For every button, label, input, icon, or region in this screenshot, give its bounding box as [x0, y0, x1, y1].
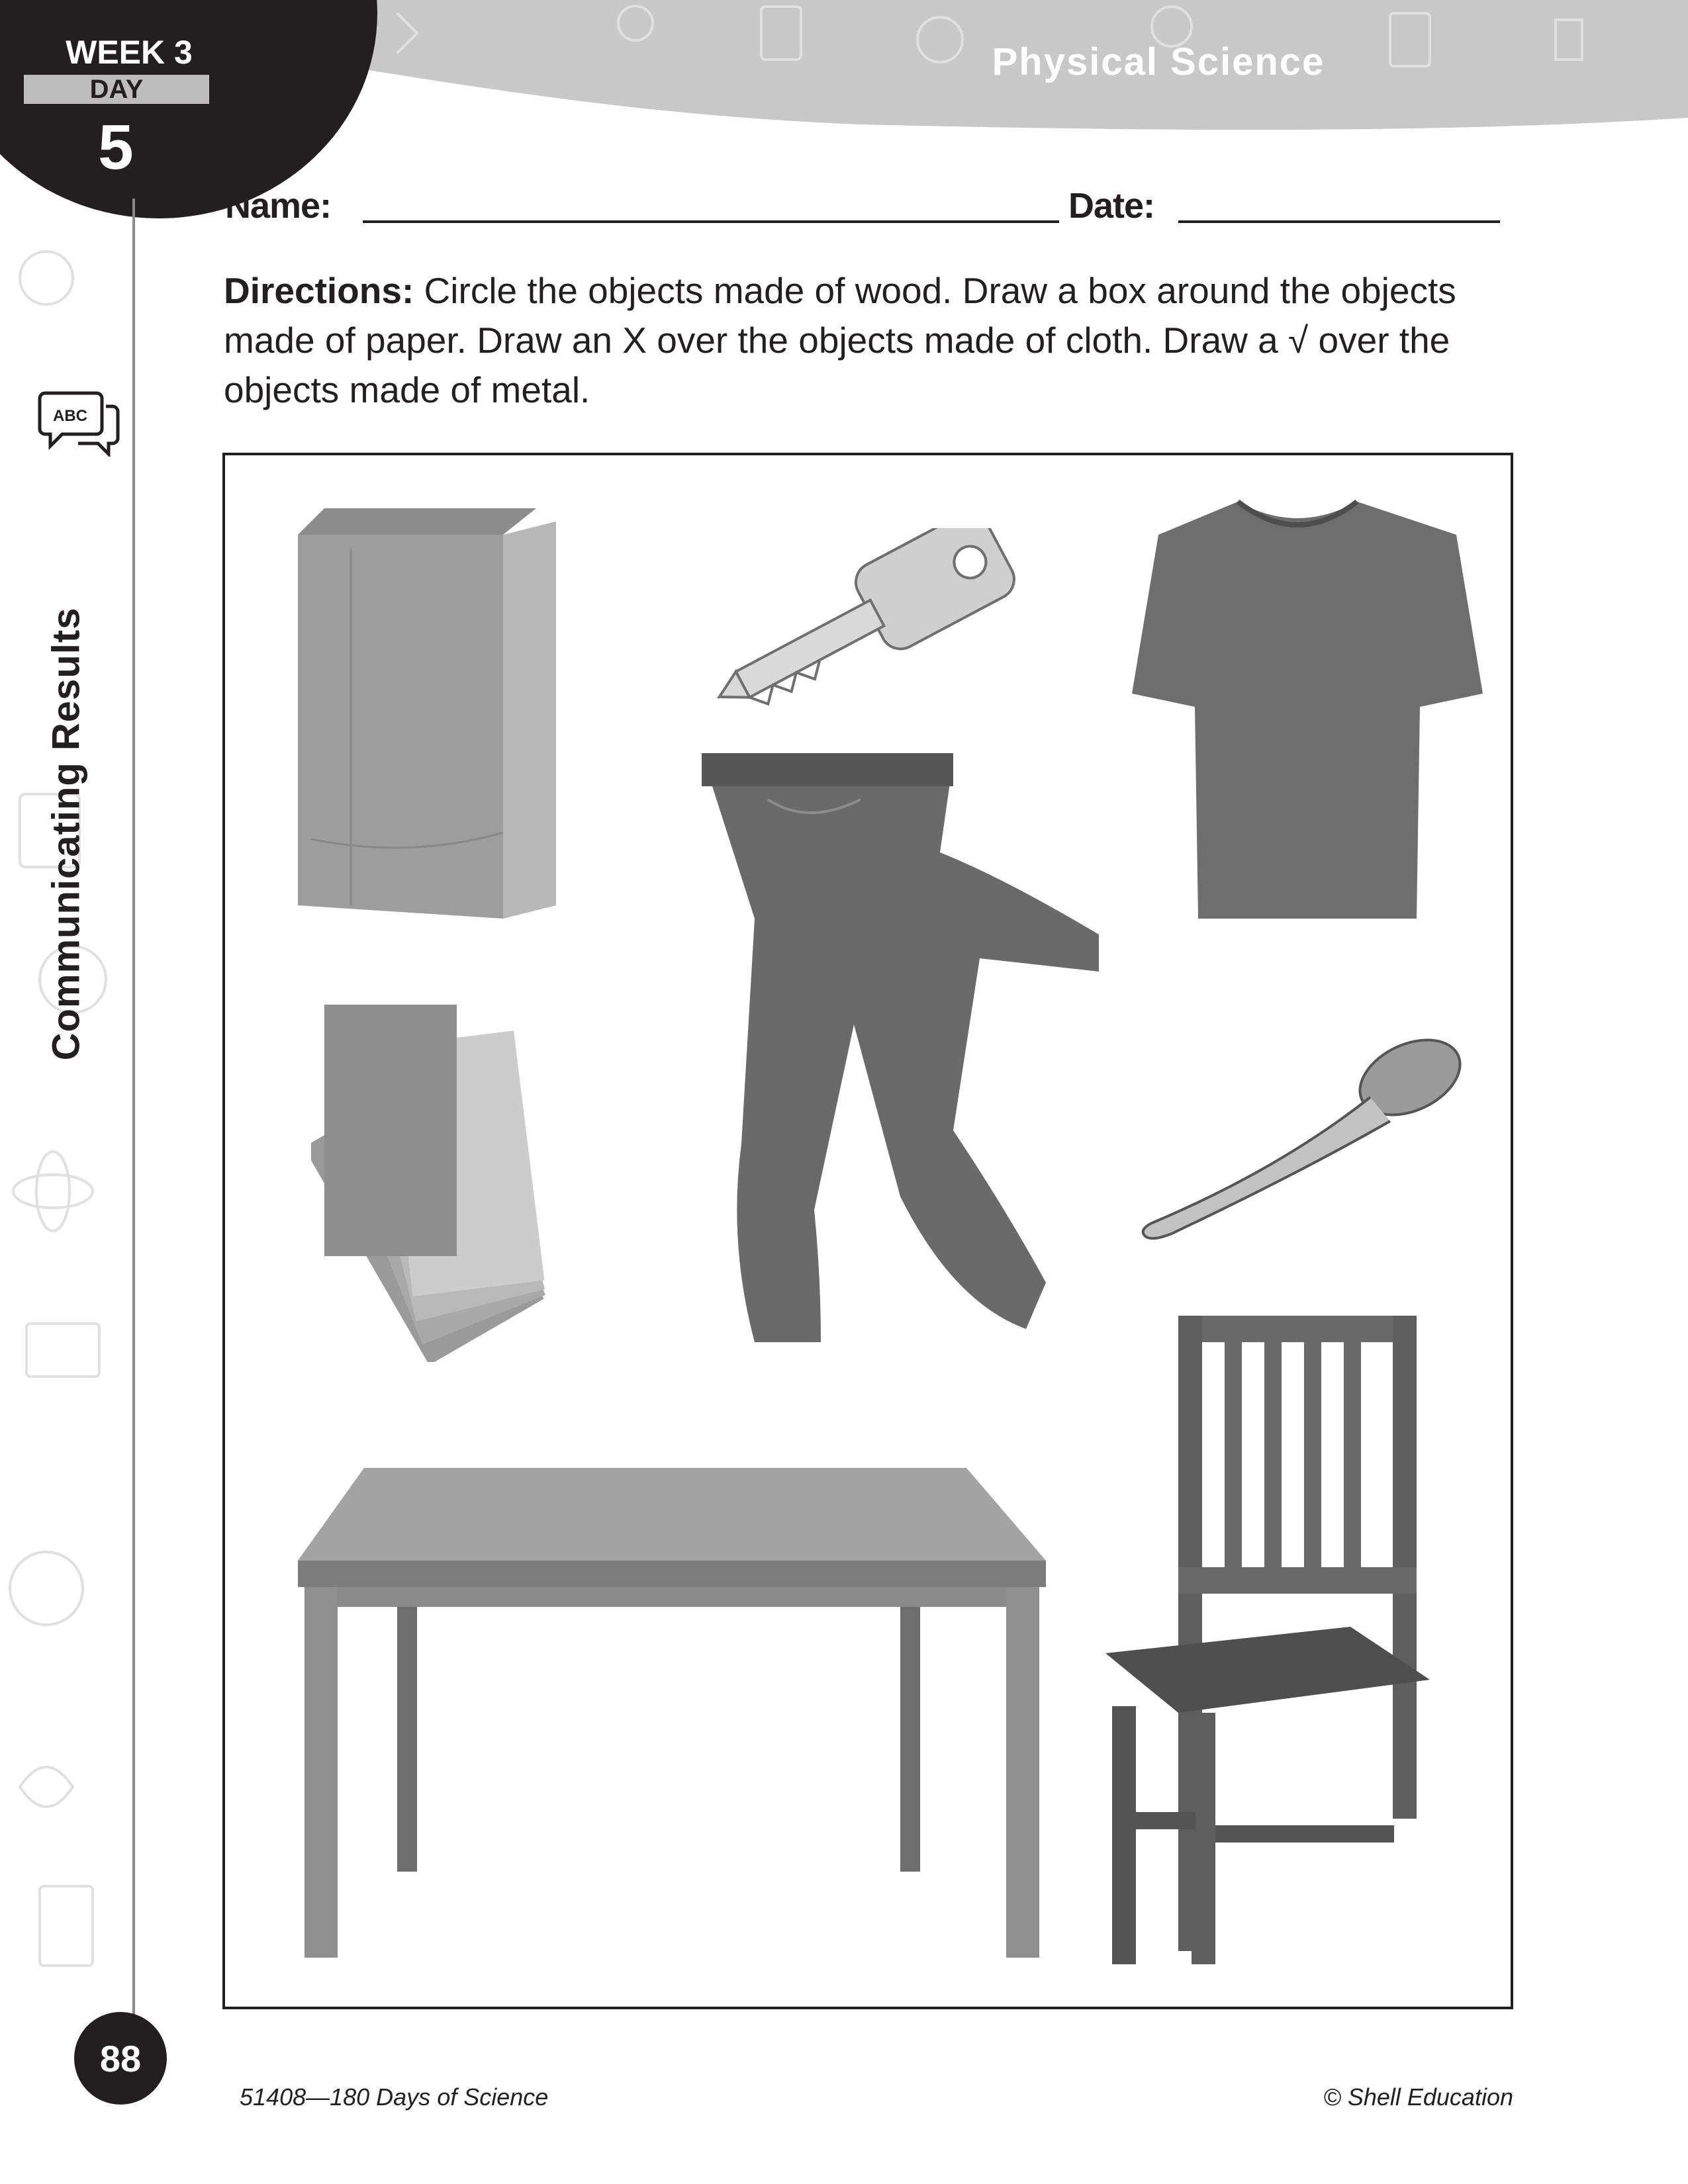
strip-divider	[132, 199, 135, 2038]
section-label: Communicating Results	[44, 607, 88, 1061]
date-field[interactable]	[1178, 220, 1500, 223]
directions	[224, 266, 1534, 415]
footer-book-title: 51408—180 Days of Science	[240, 2083, 549, 2111]
day-number: 5	[98, 112, 134, 183]
directions-heading: Directions:	[224, 270, 414, 311]
footer-copyright: © Shell Education	[1323, 2083, 1513, 2111]
abc-icon-text: ABC	[53, 407, 87, 425]
speech-bubble-icon	[32, 384, 124, 457]
table-image[interactable]	[291, 1468, 1059, 1964]
date-label: Date:	[1068, 186, 1155, 226]
left-strip-decoration	[0, 199, 132, 2032]
subject-title: Physical Science	[992, 40, 1325, 83]
picture-panel	[222, 453, 1513, 2009]
chair-image[interactable]	[1099, 1309, 1470, 1971]
name-field[interactable]	[363, 220, 1059, 223]
directions-text: Circle the objects made of wood. Draw a box around the objects made of paper. Draw an X over the objects made of cloth. Draw a √ over the objects made of metal.	[224, 270, 1456, 410]
day-label: DAY	[89, 75, 144, 104]
name-label: Name:	[225, 186, 332, 226]
paper-bag-image[interactable]	[285, 508, 589, 932]
spoon-image[interactable]	[1132, 1024, 1476, 1250]
key-image[interactable]	[688, 528, 1033, 720]
page-number: 88	[99, 2038, 142, 2079]
paper-sheets-image[interactable]	[311, 991, 563, 1362]
jeans-image[interactable]	[622, 740, 1099, 1402]
t-shirt-image[interactable]	[1112, 482, 1483, 945]
week-label: WEEK 3	[66, 34, 193, 71]
